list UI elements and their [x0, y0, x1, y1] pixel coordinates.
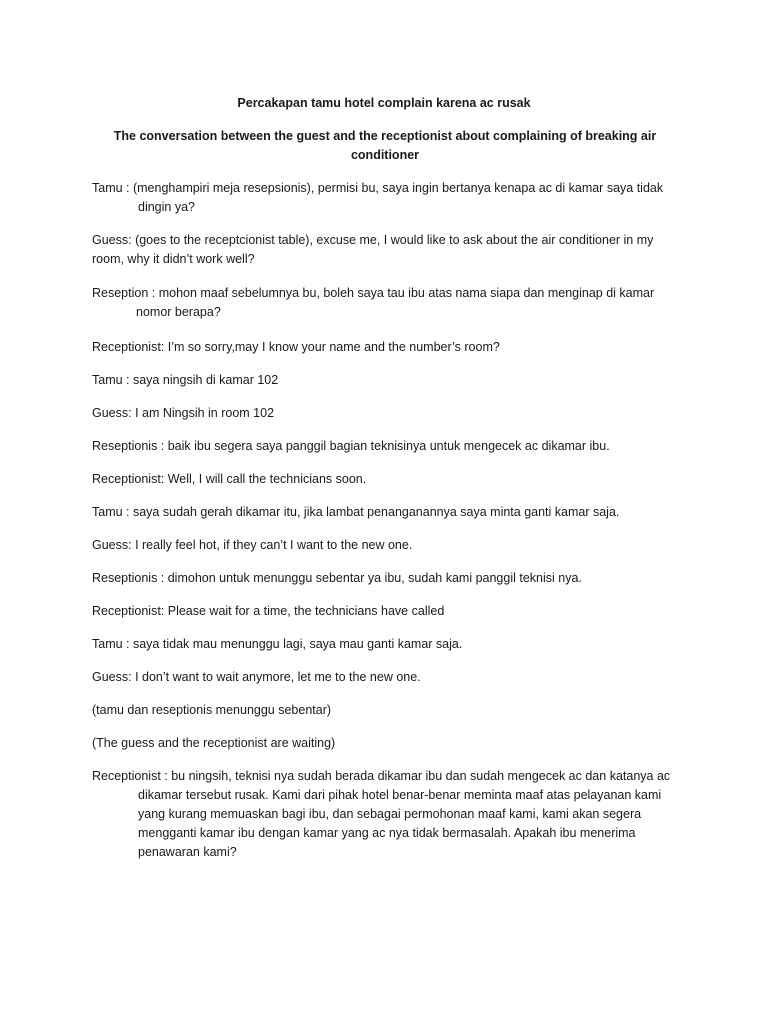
dialogue-line: Receptionist : bu ningsih, teknisi nya sudah berada dikamar ibu dan sudah mengecek ac dan katanya ac: [92, 769, 671, 783]
dialogue-line: (The guess and the receptionist are waiting): [92, 736, 336, 750]
dialogue-line: Reseption : mohon maaf sebelumnya bu, boleh saya tau ibu atas nama siapa dan menginap di kamar: [92, 286, 655, 300]
dialogue-paragraph: [92, 569, 692, 588]
dialogue-paragraph: [92, 470, 692, 489]
dialogue-line: Guess: I am Ningsih in room 102: [92, 406, 275, 420]
dialogue-paragraph: [92, 404, 692, 423]
dialogue-line: (tamu dan reseptionis menunggu sebentar): [92, 703, 332, 717]
dialogue-paragraph: [92, 635, 692, 654]
dialogue-paragraph: [92, 701, 692, 720]
dialogue-line: Receptionist: Please wait for a time, the technicians have called: [92, 604, 445, 618]
dialogue-line-continuation: penawaran kami?: [138, 845, 237, 859]
dialogue-line-continuation: room, why it didn’t work well?: [92, 252, 255, 266]
dialogue-line: Tamu : saya tidak mau menunggu lagi, saya mau ganti kamar saja.: [92, 637, 463, 651]
dialogue-line-continuation: yang kurang memuaskan bagi ibu, dan sebagai permohonan maaf kami, kami akan segera: [138, 807, 642, 821]
dialogue-paragraph: [92, 231, 692, 269]
dialogue-line-continuation: dikamar tersebut rusak. Kami dari pihak hotel benar-benar meminta maaf atas pelayanan kami: [138, 788, 662, 802]
dialogue-line: Receptionist: Well, I will call the technicians soon.: [92, 472, 367, 486]
dialogue-line: Tamu : saya sudah gerah dikamar itu, jika lambat penanganannya saya minta ganti kamar saja.: [92, 505, 620, 519]
document-title: Percakapan tamu hotel complain karena ac rusak: [237, 96, 531, 110]
dialogue-line: Reseptionis : baik ibu segera saya panggil bagian teknisinya untuk mengecek ac dikamar ibu.: [92, 439, 610, 453]
dialogue-paragraph: [92, 371, 692, 390]
dialogue-paragraph: [92, 437, 692, 456]
dialogue-paragraph: [92, 668, 692, 687]
document-subtitle: [105, 127, 665, 165]
dialogue-paragraph: [92, 179, 692, 217]
dialogue-paragraph: [92, 734, 692, 753]
dialogue-paragraph: [92, 284, 692, 322]
dialogue-line: Guess: I really feel hot, if they can’t I want to the new one.: [92, 538, 413, 552]
dialogue-line-continuation: dingin ya?: [138, 200, 195, 214]
dialogue-paragraph: [92, 602, 692, 621]
dialogue-line: Reseptionis : dimohon untuk menunggu sebentar ya ibu, sudah kami panggil teknisi nya.: [92, 571, 582, 585]
dialogue-line: Tamu : saya ningsih di kamar 102: [92, 373, 279, 387]
dialogue-line-continuation: nomor berapa?: [136, 305, 221, 319]
dialogue-paragraph: [92, 536, 692, 555]
dialogue-paragraph: [92, 338, 692, 357]
dialogue-line: Tamu : (menghampiri meja resepsionis), permisi bu, saya ingin bertanya kenapa ac di kamar saya tidak: [92, 181, 664, 195]
dialogue-line: Guess: (goes to the receptcionist table), excuse me, I would like to ask about the air conditioner in my: [92, 233, 654, 247]
dialogue-line: Guess: I don’t want to wait anymore, let me to the new one.: [92, 670, 421, 684]
dialogue-paragraph: [92, 503, 692, 522]
subtitle-line-1: The conversation between the guest and the receptionist about complaining of breaking air: [113, 129, 657, 143]
dialogue-line: Receptionist: I’m so sorry,may I know your name and the number’s room?: [92, 340, 500, 354]
subtitle-line-2: conditioner: [350, 148, 420, 162]
dialogue-paragraph: [92, 767, 692, 862]
dialogue-line-continuation: mengganti kamar ibu dengan kamar yang ac nya tidak bermasalah. Apakah ibu menerima: [138, 826, 636, 840]
